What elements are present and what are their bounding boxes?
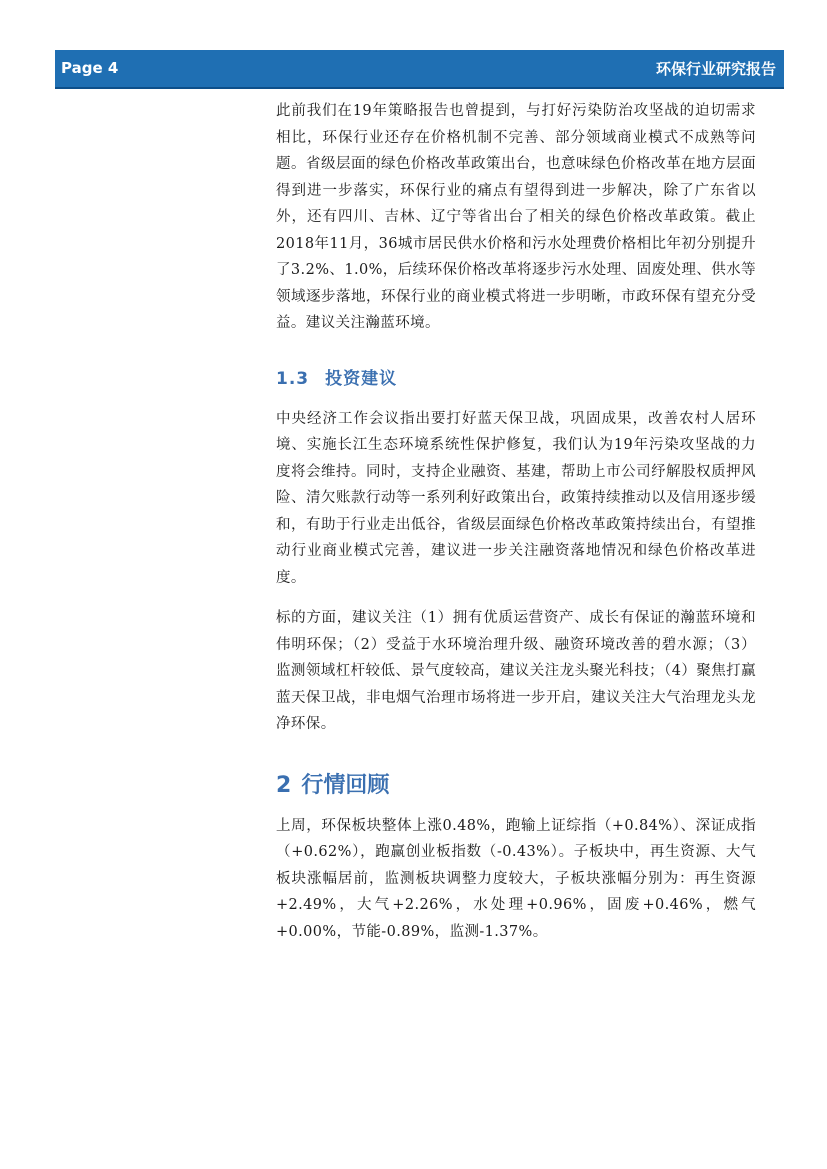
page-header-bar	[55, 50, 784, 89]
section-number: 1.3	[276, 368, 310, 389]
market-review-paragraph: 上周，环保板块整体上涨0.48%，跑输上证综指（+0.84%）、深证成指（+0.62%），跑赢创业板指数（-0.43%）。子板块中，再生资源、大气板块涨幅居前，监测板块调整力度较大，子板块涨幅分别为：再生资源+2.49%，大气+2.26%，水处理+0.96%，固废+0.46%，燃气+0.00%，节能-0.89%，监测-1.37%。	[276, 817, 756, 940]
investment-paragraph: 中央经济工作会议指出要打好蓝天保卫战，巩固成果，改善农村人居环境、实施长江生态环境系统性保护修复，我们认为19年污染攻坚战的力度将会维持。同时，支持企业融资、基建，帮助上市公司纾解股权质押风险、清欠账款行动等一系列利好政策出台，政策持续推动以及信用逐步缓和，有助于行业走出低谷，省级层面绿色价格改革政策持续出台，有望推动行业商业模式完善，建议进一步关注融资落地情况和绿色价格改革进度。	[276, 410, 756, 586]
section-heading-1-3	[276, 364, 756, 389]
section-heading-2	[276, 768, 756, 799]
targets-paragraph: 标的方面，建议关注（1）拥有优质运营资产、成长有保证的瀚蓝环境和伟明环保；（2）受益于水环境治理升级、融资环境改善的碧水源；（3）监测领域杠杆较低、景气度较高，建议关注龙头聚光科技；（4）聚焦打赢蓝天保卫战，非电烟气治理市场将进一步开启，建议关注大气治理龙头龙净环保。	[276, 610, 756, 732]
page-number: Page 4	[61, 59, 119, 77]
section-title: 投资建议	[325, 368, 398, 389]
main-content	[276, 98, 756, 945]
report-title: 环保行业研究报告	[655, 60, 776, 78]
section-number: 2	[276, 772, 292, 798]
intro-paragraph: 此前我们在19年策略报告也曾提到，与打好污染防治攻坚战的迫切需求相比，环保行业还存在价格机制不完善、部分领域商业模式不成熟等问题。省级层面的绿色价格改革政策出台，也意味绿色价格改革在地方层面得到进一步落实，环保行业的痛点有望得到进一步解决，除了广东省以外，还有四川、吉林、辽宁等省出台了相关的绿色价格改革政策。截止2018年11月，36城市居民供水价格和污水处理费价格相比年初分别提升了3.2%、1.0%，后续环保价格改革将逐步污水处理、固废处理、供水等领域逐步落地，环保行业的商业模式将进一步明晰，市政环保有望充分受益。建议关注瀚蓝环境。	[276, 103, 756, 331]
section-title: 行情回顾	[301, 772, 390, 798]
